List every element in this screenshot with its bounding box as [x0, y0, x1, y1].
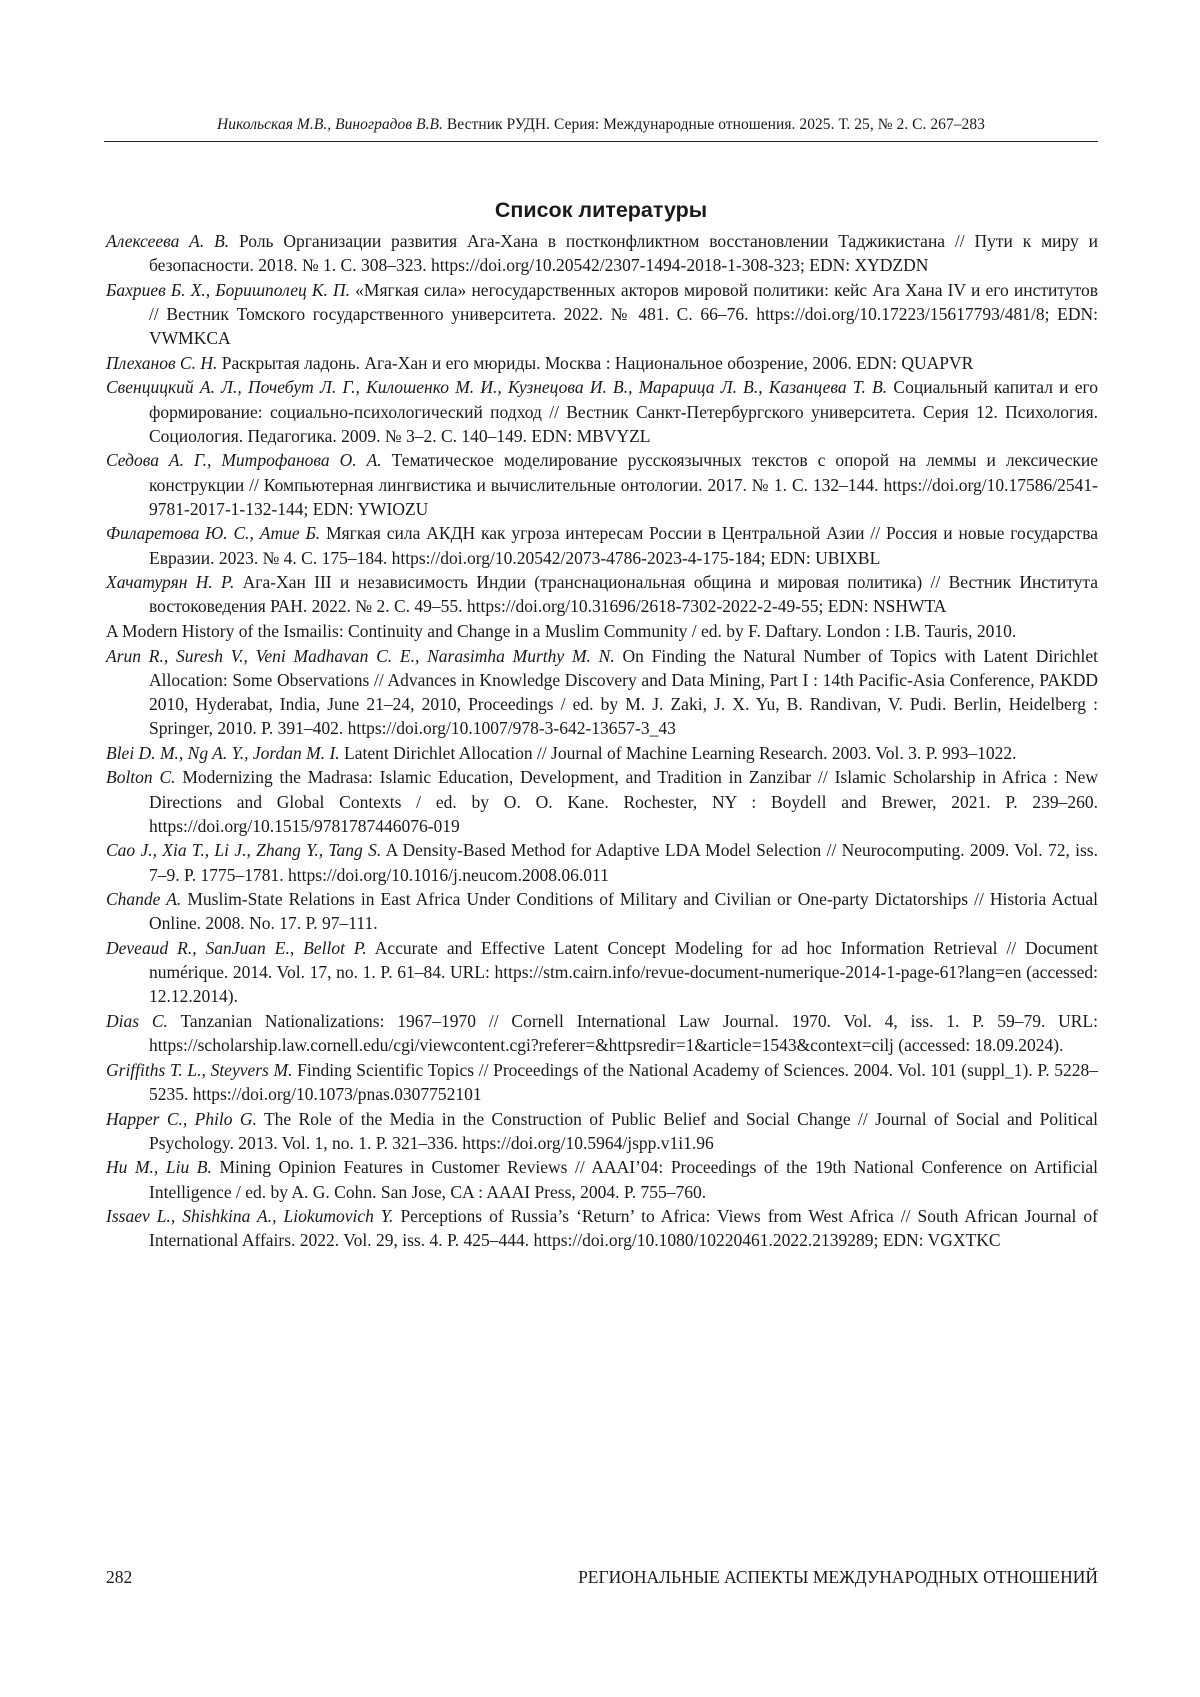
reference-list — [106, 229, 1098, 1253]
reference-item — [106, 765, 1098, 838]
reference-text: Ага-Хан III и независимость Индии (транснациональная община и мировая политика) // Вестник Института востоковедения РАН. 2022. № 2. С. 49–55. https://doi.org/10.31696/2618-7302-2022-2-49-55; EDN: NSHWTA — [149, 572, 1098, 616]
reference-authors: Griffiths T. L., Steyvers M. — [106, 1060, 292, 1080]
reference-authors: Свенцицкий А. Л., Почебут Л. Г., Килошенко М. И., Кузнецова И. В., Марарица Л. В., Казанцева Т. В. — [106, 377, 887, 397]
reference-item — [106, 1155, 1098, 1203]
reference-authors: Blei D. M., Ng A. Y., Jordan M. I. — [106, 743, 340, 763]
reference-authors: Arun R., Suresh V., Veni Madhavan C. E., Narasimha Murthy M. N. — [106, 646, 615, 666]
running-header — [104, 116, 1098, 134]
header-authors: Никольская М.В., Виноградов В.В. — [217, 116, 443, 133]
footer-section-title: РЕГИОНАЛЬНЫЕ АСПЕКТЫ МЕЖДУНАРОДНЫХ ОТНОШЕНИЙ — [578, 1567, 1098, 1588]
section-title: Список литературы — [104, 198, 1098, 223]
reference-authors: Deveaud R., SanJuan E., Bellot P. — [106, 938, 367, 958]
reference-item — [106, 375, 1098, 448]
reference-authors: Chande A. — [106, 889, 181, 909]
reference-item — [106, 229, 1098, 277]
reference-text: Modernizing the Madrasa: Islamic Education, Development, and Tradition in Zanzibar // Islamic Scholarship in Africa : New Directions and Global Contexts / ed. by O. O. Kane. Rochester, NY : Boydell and Brewer, 2021. P. 239–260. https://doi.org/10.1515/9781787446076-019 — [149, 767, 1098, 835]
reference-authors: Седова А. Г., Митрофанова О. А. — [106, 450, 382, 470]
reference-authors: Dias C. — [106, 1011, 168, 1031]
reference-item — [106, 521, 1098, 569]
reference-text: Muslim-State Relations in East Africa Under Conditions of Military and Civilian or One-party Dictatorships // Historia Actual Online. 2008. No. 17. P. 97–111. — [149, 889, 1098, 933]
reference-text: Mining Opinion Features in Customer Reviews // AAAI’04: Proceedings of the 19th National Conference on Artificial Intelligence / ed. by A. G. Cohn. San Jose, CA : AAAI Press, 2004. P. 755–760. — [149, 1157, 1098, 1201]
reference-authors: Бахриев Б. Х., Боришполец К. П. — [106, 280, 350, 300]
reference-text: Perceptions of Russia’s ‘Return’ to Africa: Views from West Africa // South African Journal of International Affairs. 2022. Vol. 29, iss. 4. P. 425–444. https://doi.org/10.1080/10220461.2022.2139289; EDN: VGXTKC — [149, 1206, 1098, 1250]
reference-authors: Bolton C. — [106, 767, 176, 787]
header-divider — [104, 141, 1098, 142]
reference-text: A Modern History of the Ismailis: Continuity and Change in a Muslim Community / ed. by F. Daftary. London : I.B. Tauris, 2010. — [106, 621, 1016, 641]
reference-authors: Hu M., Liu B. — [106, 1157, 212, 1177]
reference-item — [106, 838, 1098, 886]
reference-authors: Филаретова Ю. С., Атие Б. — [106, 523, 320, 543]
reference-text: Тематическое моделирование русскоязычных текстов с опорой на леммы и лексические конструкции // Компьютерная лингвистика и вычислительные онтологии. 2017. № 1. С. 132–144. https://doi.org/10.17586/2541-9781-2017-1-132-144; EDN: YWIOZU — [149, 450, 1098, 518]
reference-item — [106, 887, 1098, 935]
reference-text: Мягкая сила АКДН как угроза интересам России в Центральной Азии // Россия и новые государства Евразии. 2023. № 4. С. 175–184. https://doi.org/10.20542/2073-4786-2023-4-175-184; EDN: UBIXBL — [149, 523, 1098, 567]
reference-item — [106, 570, 1098, 618]
reference-text: A Density-Based Method for Adaptive LDA Model Selection // Neurocomputing. 2009. Vol. 72, iss. 7–9. P. 1775–1781. https://doi.org/10.1016/j.neucom.2008.06.011 — [149, 840, 1098, 884]
reference-authors: Хачатурян Н. Р. — [106, 572, 234, 592]
reference-item — [106, 1204, 1098, 1252]
reference-text: On Finding the Natural Number of Topics with Latent Dirichlet Allocation: Some Observations // Advances in Knowledge Discovery and Data Mining, Part I : 14th Pacific-Asia Conference, PAKDD 2010, Hyderabat, India, June 21–24, 2010, Proceedings / ed. by M. J. Zaki, J. X. Yu, B. Randivan, V. Pudi. Berlin, Heidelberg : Springer, 2010. P. 391–402. https://doi.org/10.1007/978-3-642-13657-3_43 — [149, 646, 1098, 739]
reference-text: Tanzanian Nationalizations: 1967–1970 // Cornell International Law Journal. 1970. Vol. 4, iss. 1. P. 59–79. URL: https://scholarship.law.cornell.edu/cgi/viewcontent.cgi?referer=&httpsredir=1&article=1543&context=cilj (accessed: 18.09.2024). — [149, 1011, 1098, 1055]
reference-item — [106, 351, 1098, 375]
reference-authors: Happer C., Philo G. — [106, 1109, 257, 1129]
page-footer — [106, 1567, 1098, 1588]
header-citation: Вестник РУДН. Серия: Международные отношения. 2025. Т. 25, № 2. С. 267–283 — [447, 116, 985, 133]
reference-authors: Cao J., Xia T., Li J., Zhang Y., Tang S. — [106, 840, 381, 860]
reference-text: Latent Dirichlet Allocation // Journal of Machine Learning Research. 2003. Vol. 3. P. 993–1022. — [344, 743, 1017, 763]
reference-text: The Role of the Media in the Construction of Public Belief and Social Change // Journal of Social and Political Psychology. 2013. Vol. 1, no. 1. P. 321–336. https://doi.org/10.5964/jspp.v1i1.96 — [149, 1109, 1098, 1153]
reference-text: Finding Scientific Topics // Proceedings of the National Academy of Sciences. 2004. Vol. 101 (suppl_1). P. 5228–5235. https://doi.org/10.1073/pnas.0307752101 — [149, 1060, 1098, 1104]
reference-item — [106, 1107, 1098, 1155]
reference-item — [106, 278, 1098, 351]
page-number: 282 — [106, 1567, 132, 1588]
reference-authors: Алексеева А. В. — [106, 231, 229, 251]
reference-authors: Плеханов С. Н. — [106, 353, 217, 373]
reference-item — [106, 936, 1098, 1009]
reference-text: Раскрытая ладонь. Ага-Хан и его мюриды. Москва : Национальное обозрение, 2006. EDN: QUAPVR — [222, 353, 974, 373]
reference-item — [106, 1009, 1098, 1057]
reference-authors: Issaev L., Shishkina A., Liokumovich Y. — [106, 1206, 393, 1226]
reference-item — [106, 619, 1098, 643]
reference-item — [106, 448, 1098, 521]
reference-text: Социальный капитал и его формирование: социально-психологический подход // Вестник Санкт-Петербургского университета. Серия 12. Психология. Социология. Педагогика. 2009. № 3–2. С. 140–149. EDN: MBVYZL — [149, 377, 1098, 445]
reference-item — [106, 644, 1098, 741]
reference-item — [106, 741, 1098, 765]
reference-text: Роль Организации развития Ага-Хана в постконфликтном восстановлении Таджикистана // Пути к миру и безопасности. 2018. № 1. С. 308–323. https://doi.org/10.20542/2307-1494-2018-1-308-323; EDN: XYDZDN — [149, 231, 1098, 275]
reference-text: «Мягкая сила» негосударственных акторов мировой политики: кейс Ага Хана IV и его институтов // Вестник Томского государственного университета. 2022. № 481. С. 66–76. https://doi.org/10.17223/15617793/481/8; EDN: VWMKCA — [149, 280, 1098, 348]
reference-item — [106, 1058, 1098, 1106]
reference-text: Accurate and Effective Latent Concept Modeling for ad hoc Information Retrieval // Document numérique. 2014. Vol. 17, no. 1. P. 61–84. URL: https://stm.cairn.info/revue-document-numerique-2014-1-page-61?lang=en (accessed: 12.12.2014). — [149, 938, 1098, 1006]
